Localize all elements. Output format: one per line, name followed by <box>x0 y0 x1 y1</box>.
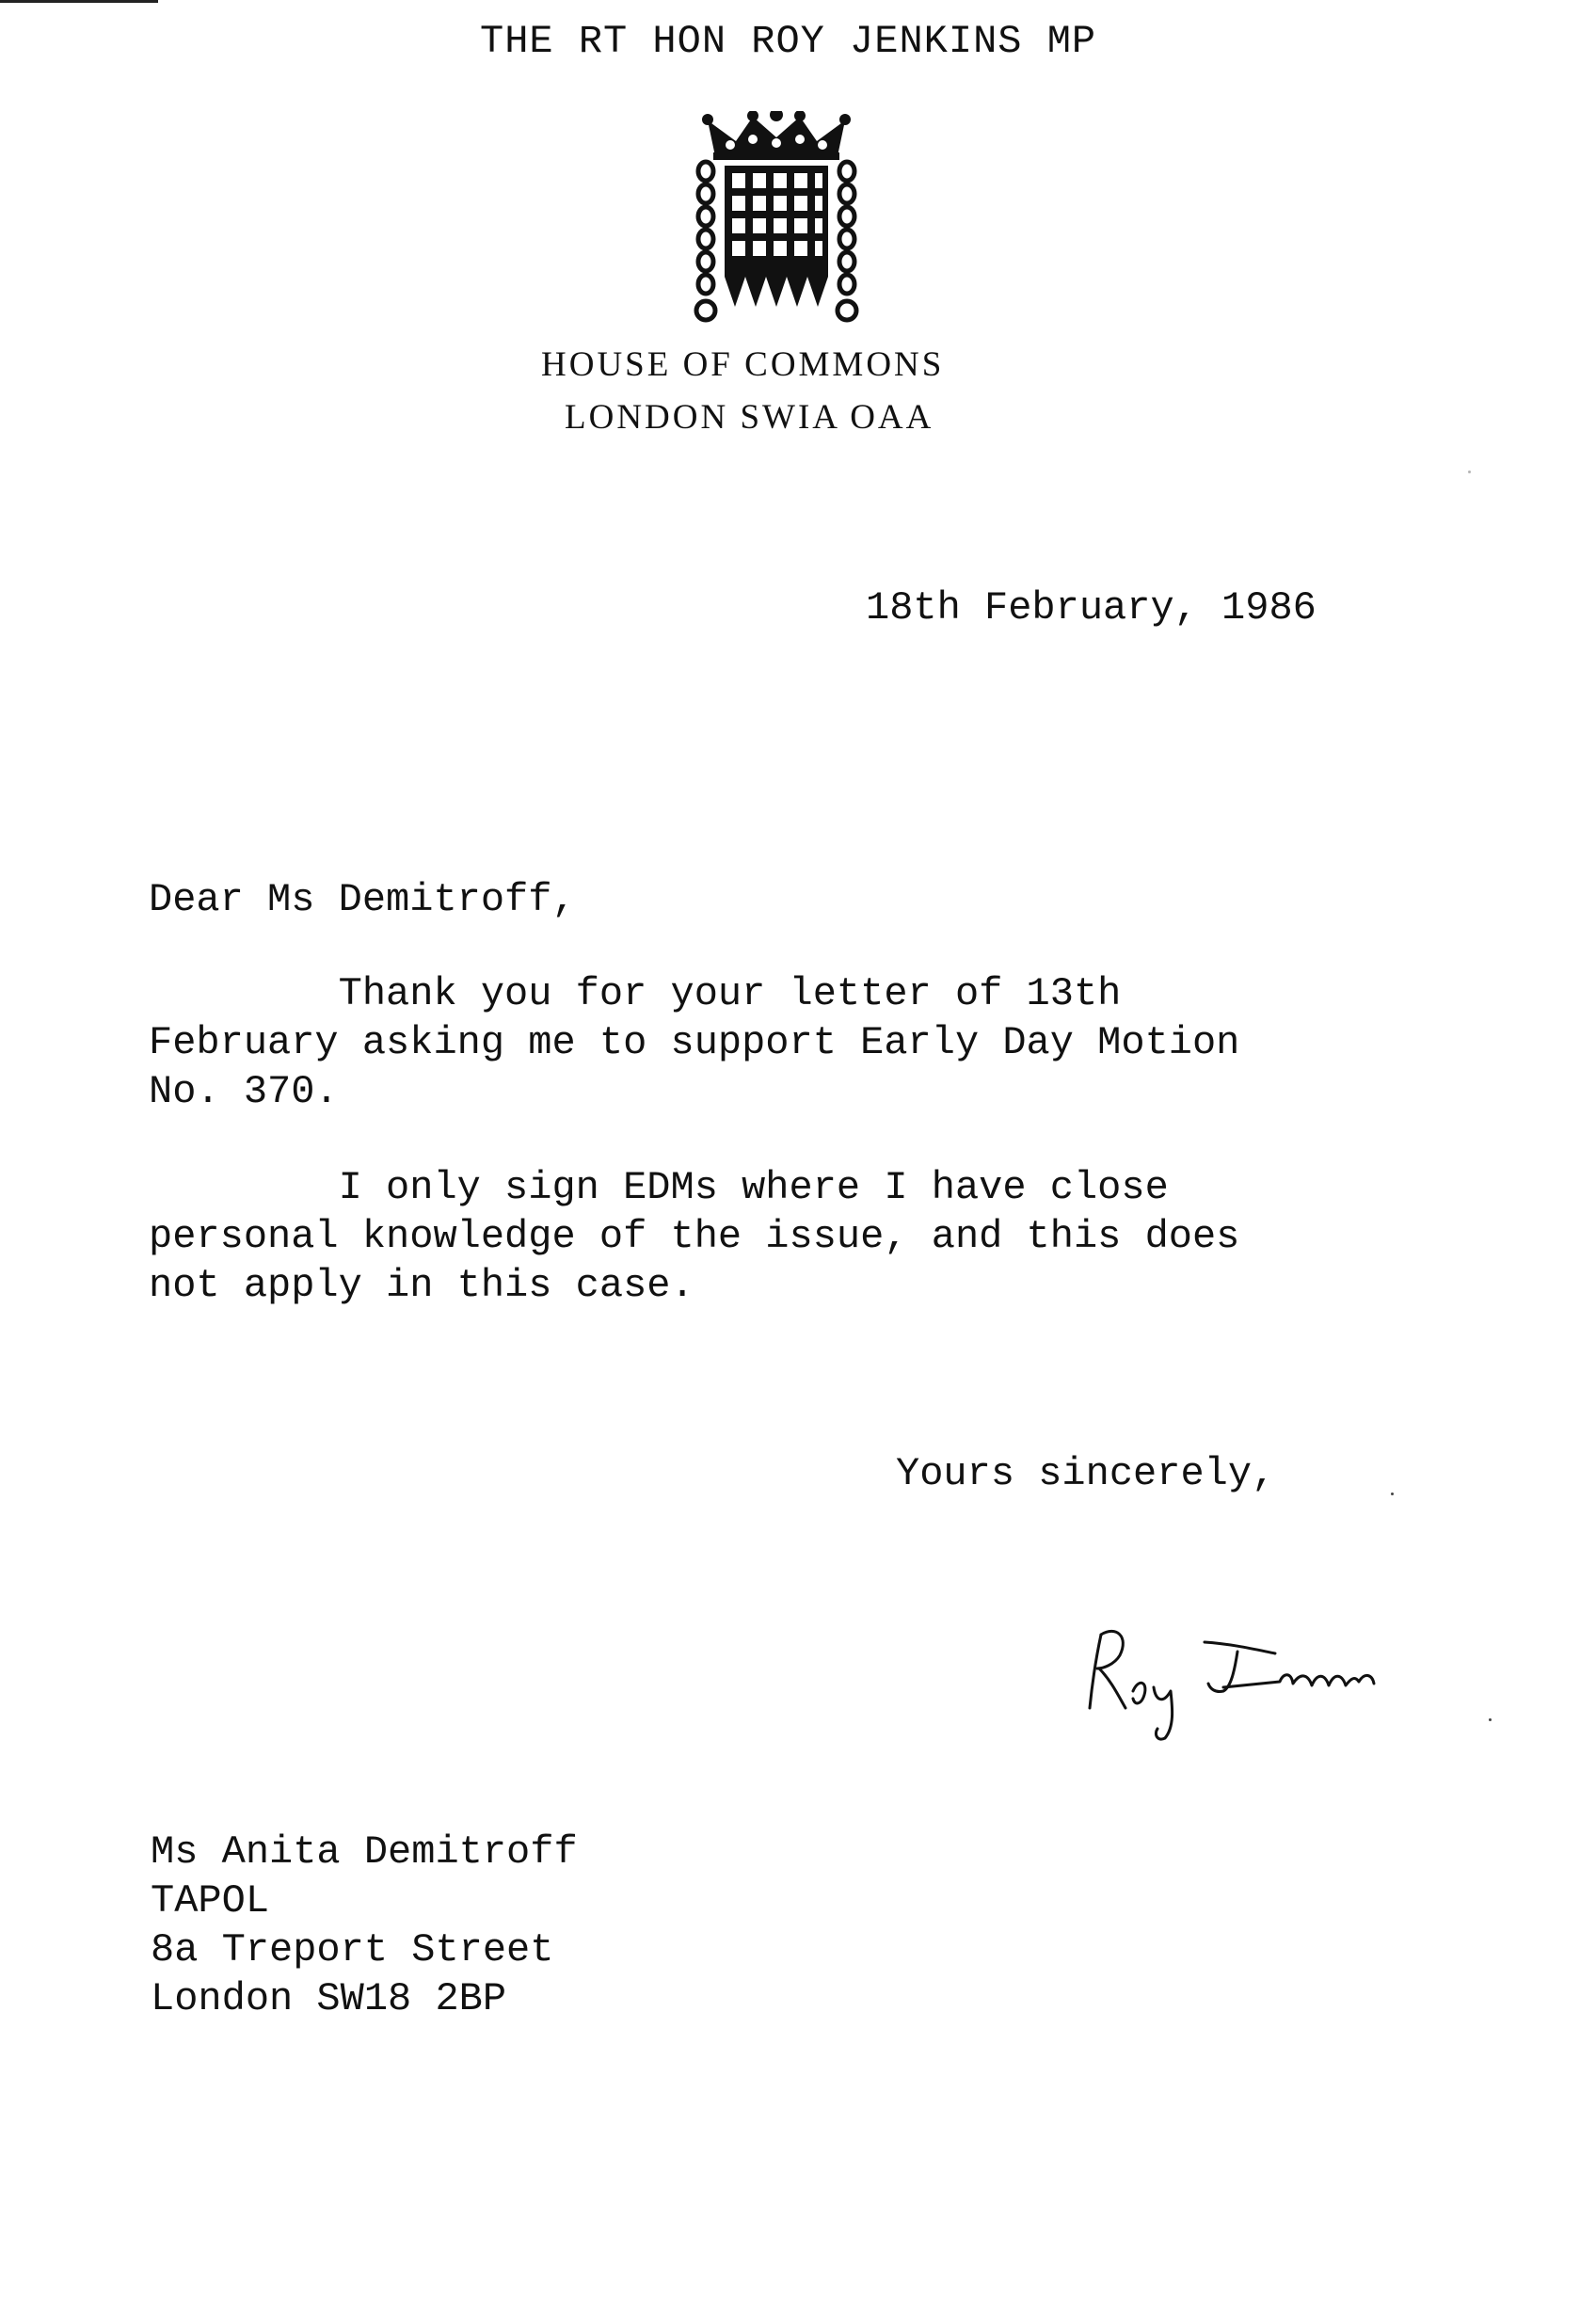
signature <box>1082 1614 1440 1746</box>
letter-date: 18th February, 1986 <box>866 585 1317 631</box>
house-address: LONDON SWIA OAA <box>565 398 934 437</box>
recipient-street: 8a Treport Street <box>151 1927 554 1972</box>
paper-speck <box>1391 1493 1394 1495</box>
paper-speck <box>1468 471 1471 473</box>
recipient-name: Ms Anita Demitroff <box>151 1829 578 1875</box>
salutation: Dear Ms Demitroff, <box>149 877 576 922</box>
recipient-address <box>151 1828 578 2023</box>
corner-rule <box>0 0 158 3</box>
mp-name-heading: THE RT HON ROY JENKINS MP <box>480 19 1097 64</box>
body-paragraph-1: Thank you for your letter of 13th February asking me to support Early Day Motion No. 370. <box>149 971 1240 1114</box>
recipient-city: London SW18 2BP <box>151 1976 507 2021</box>
portcullis-icon <box>678 111 875 327</box>
house-name: HOUSE OF COMMONS <box>541 345 945 384</box>
recipient-organisation: TAPOL <box>151 1878 270 1924</box>
body-paragraph-2: I only sign EDMs where I have close personal knowledge of the issue, and this does not apply in this case. <box>149 1165 1240 1308</box>
closing: Yours sincerely, <box>896 1451 1276 1496</box>
paper-speck <box>1489 1718 1492 1721</box>
